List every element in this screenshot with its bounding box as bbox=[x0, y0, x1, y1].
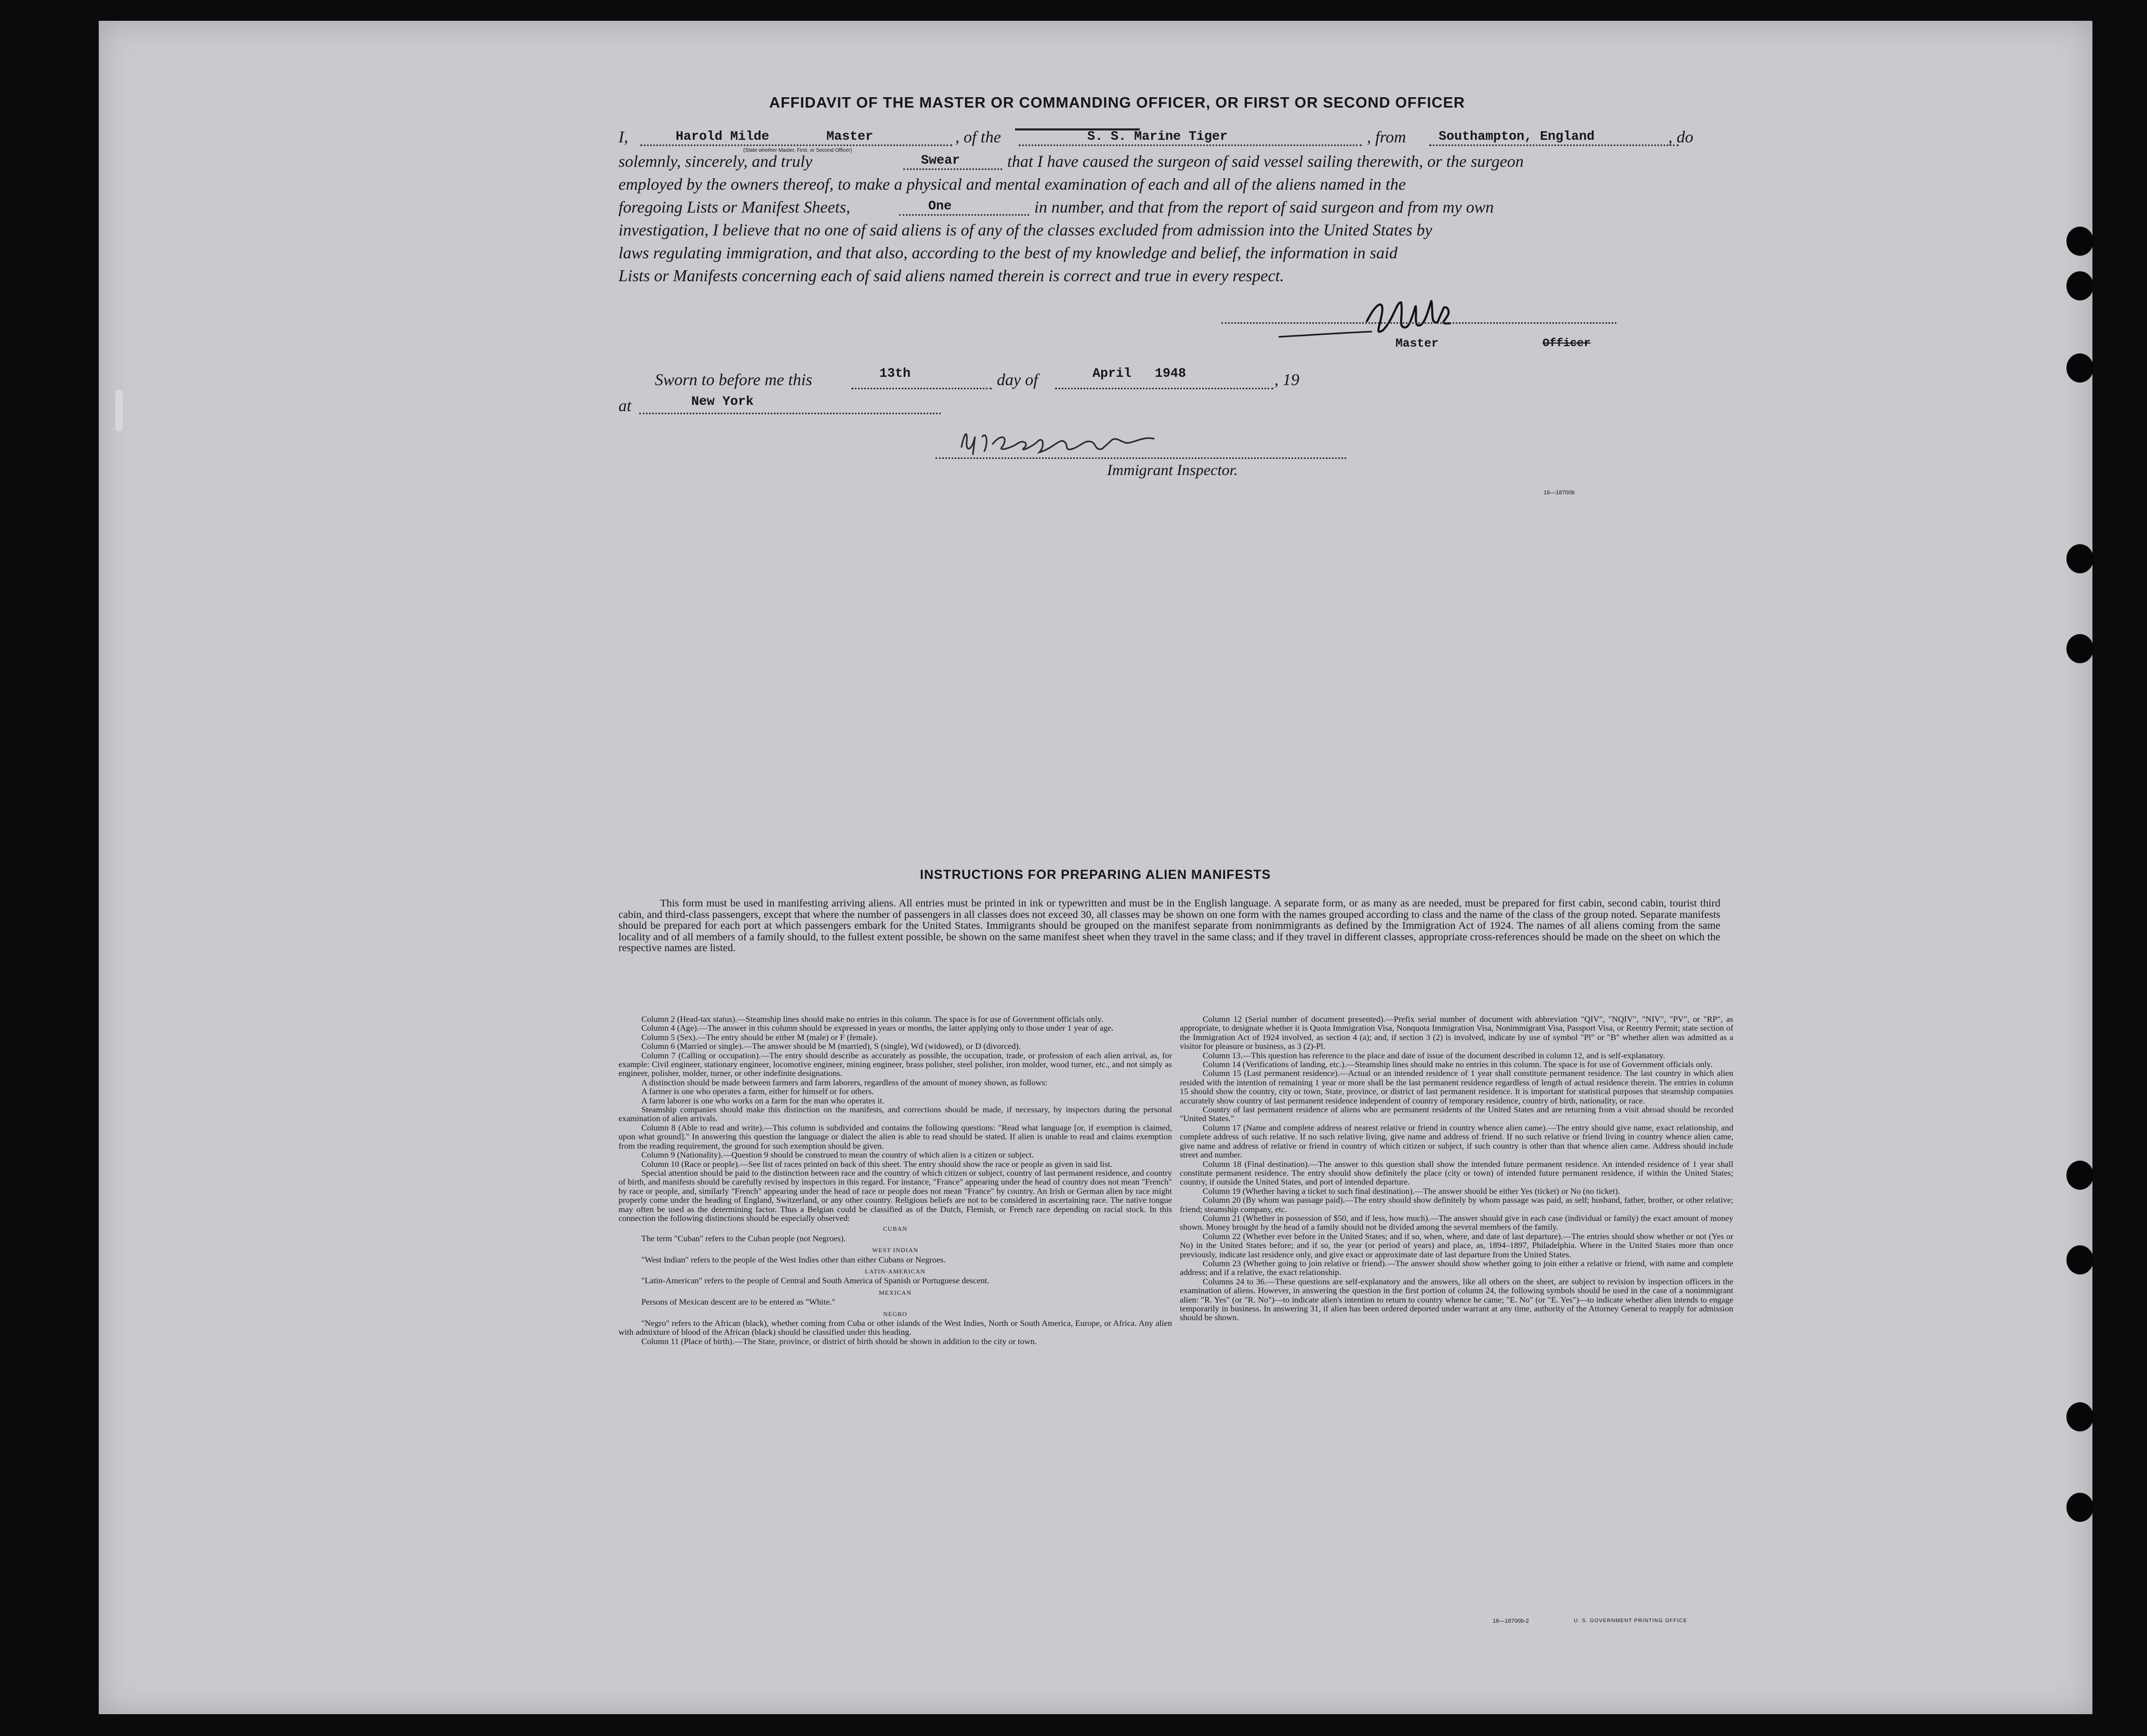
oath-word: Swear bbox=[921, 153, 960, 168]
race-text-mexican: Persons of Mexican descent are to be entered as "White." bbox=[641, 1297, 836, 1307]
binder-hole bbox=[2066, 634, 2093, 663]
dotted-line bbox=[1055, 388, 1273, 389]
race-heading-cuban: CUBAN bbox=[882, 1225, 907, 1233]
text-solemnly: solemnly, sincerely, and truly bbox=[618, 152, 812, 170]
edge-mark bbox=[115, 390, 123, 431]
column-paragraph: Column 14 (Verifications of landing, etc.).—Steamship lines should make no entries in this column. The space is for use of Government officials only. bbox=[1203, 1059, 1713, 1070]
race-text-latin-american: "Latin-American" refers to the people of Central and South America of Spanish or Portuguese descent. bbox=[641, 1275, 990, 1286]
affidavit-line-3: employed by the owners thereof, to make a physical and mental examination of each and all of the aliens named in the bbox=[618, 175, 1406, 193]
sworn-month-year: April 1948 bbox=[1092, 366, 1187, 381]
text-foregoing: foregoing Lists or Manifest Sheets, bbox=[618, 198, 850, 216]
column-paragraph: Column 7 (Calling or occupation).—The entry should describe as accurately as possible, the occupation, trade, or profession of each alien arrival, as, for example: Civil engineer, stationary engineer, locomotive engineer, mining engineer, brass polisher, steel polisher, iron molder, wood turner, etc., and not simply as engineer, polisher, molder, turner, or other indefinite designations. bbox=[618, 1050, 1172, 1079]
text-in-number: in number, and that from the report of said surgeon and from my own bbox=[1034, 198, 1494, 216]
affidavit-line-7: Lists or Manifests concerning each of said aliens named therein is correct and true in every respect. bbox=[618, 266, 1284, 285]
at-label: at bbox=[618, 396, 631, 415]
sworn-place: New York bbox=[691, 394, 754, 409]
inspector-line bbox=[936, 457, 1346, 459]
signature-title: Master bbox=[1395, 337, 1439, 350]
race-heading-latin-american: LATIN-AMERICAN bbox=[865, 1267, 926, 1275]
instructions-left-column bbox=[618, 1015, 1172, 1346]
text-of-the: , of the bbox=[955, 127, 1001, 146]
binder-hole bbox=[2066, 1493, 2093, 1522]
master-signature bbox=[1273, 285, 1512, 342]
column-paragraph: Country of last permanent residence of aliens who are permanent residents of the United States and are returning from a visit abroad should be recorded "United States." bbox=[1180, 1104, 1733, 1124]
intro-paragraph: This form must be used in manifesting arriving aliens. All entries must be printed in ink or typewritten and must be in the English language. A separate form, or as many as are needed, must be prepared for first cabin, second cabin, tourist third cabin, and third-class passengers, except that where the number of passengers in all classes does not exceed 30, all classes may be shown on one form with the names grouped according to class and the name of the class of the group noted. Separate manifests should be prepared for each port at which passengers embark for the United States. Immigrants should be grouped on the manifest separate from nonimmigrants as defined by the Immigration Act of 1924. The names of all aliens coming from the same locality and of all members of a family should, to the fullest extent possible, be shown on the same manifest sheet when they travel in the same class; and if they travel in different classes, appropriate cross-references should be made on the sheet on which the respective names are listed. bbox=[618, 898, 1720, 954]
column-paragraph: Column 19 (Whether having a ticket to such final destination).—The answer should be either Yes (ticket) or No (no ticket). bbox=[1203, 1186, 1621, 1196]
column-paragraph: Column 9 (Nationality).—Question 9 should be construed to mean the country of which alien is a citizen or subject. bbox=[641, 1150, 1034, 1160]
column-paragraph: Columns 24 to 36.—These questions are self-explanatory and the answers, like all others on the sheet, are subject to revision by inspection officers in the examination of aliens. However, in answering the question in the first portion of column 24, the following symbols should be used in the case of a nonimmigrant alien: "R. Yes" (or "R. No")—to indicate alien's intention to return to country whence he came; "E. No" (or "E. Yes")—to indicate whether alien intends to engage temporarily in business. In answering 31, if alien has been ordered deported under warrant at any time, authority of the Attorney General to reapply for admission should be shown. bbox=[1180, 1276, 1733, 1323]
race-heading-negro: NEGRO bbox=[883, 1310, 907, 1318]
column-paragraph: Column 13.—This question has reference to the place and date of issue of the document described in column 12, and is self-explanatory. bbox=[1203, 1050, 1665, 1060]
vessel-name: S. S. Marine Tiger bbox=[1087, 129, 1228, 144]
inspector-signature bbox=[941, 421, 1190, 463]
inspector-label: Immigrant Inspector. bbox=[1107, 462, 1238, 479]
text-from: , from bbox=[1367, 127, 1406, 146]
column-paragraph: Column 6 (Married or single).—The answer should be M (married), S (single), Wd (widowed), or D (divorced). bbox=[641, 1041, 1021, 1051]
column-paragraph: Column 10 (Race or people).—See list of races printed on back of this sheet. The entry should show the race or people as given in said list. bbox=[641, 1159, 1113, 1169]
binder-hole bbox=[2066, 353, 2093, 383]
column-paragraph: Column 23 (Whether going to join relative or friend).—The answer should show whether going to join either a relative or friend, with name and complete address; and if a relative, the exact relationship. bbox=[1180, 1258, 1733, 1278]
sworn-day: 13th bbox=[879, 366, 911, 381]
text-do: , do bbox=[1668, 127, 1693, 146]
column-paragraph: Steamship companies should make this distinction on the manifests, and corrections should be made, if necessary, by inspectors during the personal examination of alien arrivals. bbox=[618, 1104, 1172, 1124]
race-text-negro: "Negro" refers to the African (black), whether coming from Cuba or other islands of the West Indies, North or South America, Europe, or Africa. Any alien with admixture of blood of the African (black) should be classified under this heading. bbox=[618, 1318, 1172, 1337]
dotted-line bbox=[851, 388, 992, 389]
departure-port: Southampton, England bbox=[1439, 129, 1595, 144]
column-paragraph: Column 17 (Name and complete address of nearest relative or friend in country whence alien came).—The entry should give name, exact relationship, and complete address of such relative. If no such relative living, give name and address of friend. If no such relative or friend living in country whence alien came, give name and address of relative or friend in country of which citizen or subject, if such country is other than that whence alien came. Address should include street and number. bbox=[1180, 1122, 1733, 1160]
binder-hole bbox=[2066, 1402, 2093, 1431]
column-paragraph: A farmer is one who operates a farm, either for himself or for others. bbox=[641, 1086, 874, 1097]
column-paragraph: Column 4 (Age).—The answer in this column should be expressed in years or months, the latter applying only to those under 1 year of age. bbox=[641, 1023, 1114, 1033]
form-code: 16—18700b bbox=[1544, 490, 1575, 496]
struck-word: Officer bbox=[1543, 337, 1591, 350]
race-text-west-indian: "West Indian" refers to the people of the West Indies other than either Cubans or Negroes. bbox=[641, 1254, 946, 1265]
column-paragraph: Column 5 (Sex).—The entry should be either M (male) or F (female). bbox=[641, 1032, 878, 1042]
footer-form-code: 16—18700b-2 bbox=[1493, 1618, 1529, 1624]
sworn-label: Sworn to before me this bbox=[655, 370, 812, 389]
column-paragraph: Column 11 (Place of birth).—The State, province, or district of birth should be shown in addition to the city or town. bbox=[641, 1336, 1037, 1346]
manifest-sheet bbox=[99, 21, 2092, 1714]
instructions-intro bbox=[618, 898, 1720, 954]
text-that: that I have caused the surgeon of said vessel sailing therewith, or the surgeon bbox=[1007, 152, 1524, 170]
column-paragraph: Column 20 (By whom was passage paid).—The entry should show definitely by whom passage was paid, as self; husband, father, brother, or other relative; friend; steamship company, etc. bbox=[1180, 1195, 1733, 1214]
column-paragraph: Column 21 (Whether in possession of $50, and if less, how much).—The answer should give in each case (individual or family) the exact amount of money shown. Money brought by the head of a family should not be divided among the several members of the family. bbox=[1180, 1213, 1733, 1232]
sheet-count: One bbox=[928, 199, 952, 214]
column-paragraph: Column 8 (Able to read and write).—This column is subdivided and contains the following questions: "Read what language [or, if exemption is claimed, upon what ground]." In answering this question the language or dialect the alien is able to read should be stated. If alien is unable to read and claims exemption from the reading requirement, the ground for such exemption should be given. bbox=[618, 1122, 1172, 1151]
race-heading-mexican: MEXICAN bbox=[879, 1288, 912, 1296]
column-paragraph: Special attention should be paid to the distinction between race and the country of which citizen or subject, country of last permanent residence, and country of birth, and manifests should be carefully revised by inspectors in this regard. For instance, "France" appearing under the head of country does not mean "French" by race or people, and, similarly "French" appearing under the head of race or people does not mean "France" by country. An Irish or German alien by race might properly come under the heading of England, Switzerland, or any other country. Religious beliefs are not to be considered in ascertaining race. The native tongue may often be used as the determining factor. Thus a Belgian could be classified as of the Dutch, Flemish, or French race depending on racial stock. In this connection the following distinctions should be especially observed: bbox=[618, 1167, 1172, 1223]
dotted-line bbox=[903, 168, 1002, 170]
signature-line bbox=[1221, 322, 1616, 324]
affidavit-line-6: laws regulating immigration, and that also, according to the best of my knowledge and belief, the information in said bbox=[618, 243, 1398, 262]
day-of-label: day of bbox=[997, 370, 1038, 389]
dotted-line bbox=[899, 214, 1029, 216]
affidavit-title: AFFIDAVIT OF THE MASTER OR COMMANDING OFFICER, OR FIRST OR SECOND OFFICER bbox=[769, 95, 1465, 111]
dotted-line bbox=[639, 413, 941, 414]
race-heading-west-indian: WEST INDIAN bbox=[872, 1246, 919, 1254]
binder-hole bbox=[2066, 1161, 2093, 1190]
binder-hole bbox=[2066, 271, 2093, 300]
column-paragraph: Column 2 (Head-tax status).—Steamship lines should make no entries in this column. The space is for use of Government officials only. bbox=[641, 1014, 1103, 1024]
text-i: I, bbox=[618, 127, 628, 146]
year-prefix: , 19 bbox=[1274, 370, 1299, 389]
master-rank: Master bbox=[826, 129, 874, 144]
binder-hole bbox=[2066, 1245, 2093, 1274]
column-paragraph: A distinction should be made between farmers and farm laborers, regardless of the amount of money shown, as follows: bbox=[641, 1077, 1048, 1087]
rank-hint: (State whether Master, First, or Second Officer) bbox=[743, 148, 852, 153]
binder-hole bbox=[2066, 227, 2093, 256]
column-paragraph: Column 22 (Whether ever before in the United States; and if so, when, where, and date of last departure).—The entries should show whether or not (Yes or No) in the United States before; and if so, the year (or period of years) and place, as, 1894–1897, Philadelphia. Where in the United States more than once previously, indicate last residence only, and give exact or approximate date of last departure from the United States. bbox=[1180, 1231, 1733, 1259]
column-paragraph: Column 18 (Final destination).—The answer to this question shall show the intended future permanent residence. An intended residence of 1 year shall constitute permanent residence. The entry should show definitely the place (city or town) of intended future permanent residence, if within the United States; country, if outside the United States, and port of intended departure. bbox=[1180, 1159, 1733, 1187]
dotted-line bbox=[640, 144, 952, 146]
instructions-right-column bbox=[1180, 1015, 1733, 1322]
column-paragraph: A farm laborer is one who works on a farm for the man who operates it. bbox=[641, 1095, 885, 1106]
race-text-cuban: The term "Cuban" refers to the Cuban people (not Negroes). bbox=[641, 1233, 846, 1243]
binder-hole bbox=[2066, 544, 2093, 573]
column-paragraph: Column 12 (Serial number of document presented).—Prefix serial number of document with abbreviation "QIV", "NQIV", "NIV", "PV", or "RP", as appropriate, to designate whether it is Quota Immigration Visa, Nonquota Immigration Visa, Nonimmigrant Visa, Passport Visa, or Reentry Permit; state section of the Immigration Act of 1924 involved, as section 4 (a); and, if section 3 (2) is involved, indicate by use of symbol "Pl" or "B" whether alien was admitted as a visitor for pleasure or business, as 3 (2)-Pl. bbox=[1180, 1014, 1733, 1051]
dotted-line bbox=[1019, 144, 1362, 146]
instructions-title: INSTRUCTIONS FOR PREPARING ALIEN MANIFESTS bbox=[920, 867, 1271, 882]
master-name: Harold Milde bbox=[676, 129, 770, 144]
affidavit-line-5: investigation, I believe that no one of said aliens is of any of the classes excluded from admission into the United States by bbox=[618, 220, 1432, 239]
column-paragraph: Column 15 (Last permanent residence).—Actual or an intended residence of 1 year shall constitute permanent residence. The last country in which alien resided with the intention of remaining 1 year or more shall be the last permanent residence regardless of length of actual residence therein. The entries in column 15 should show the country, city or town, State, province, or district of last permanent residence. It is important for statistical purposes that steamship companies accurately show country of last permanent residence independent of country of temporary residence, country of birth, nationality, or race. bbox=[1180, 1068, 1733, 1106]
footer-printer: U. S. GOVERNMENT PRINTING OFFICE bbox=[1574, 1618, 1688, 1624]
dotted-line bbox=[1429, 144, 1679, 146]
